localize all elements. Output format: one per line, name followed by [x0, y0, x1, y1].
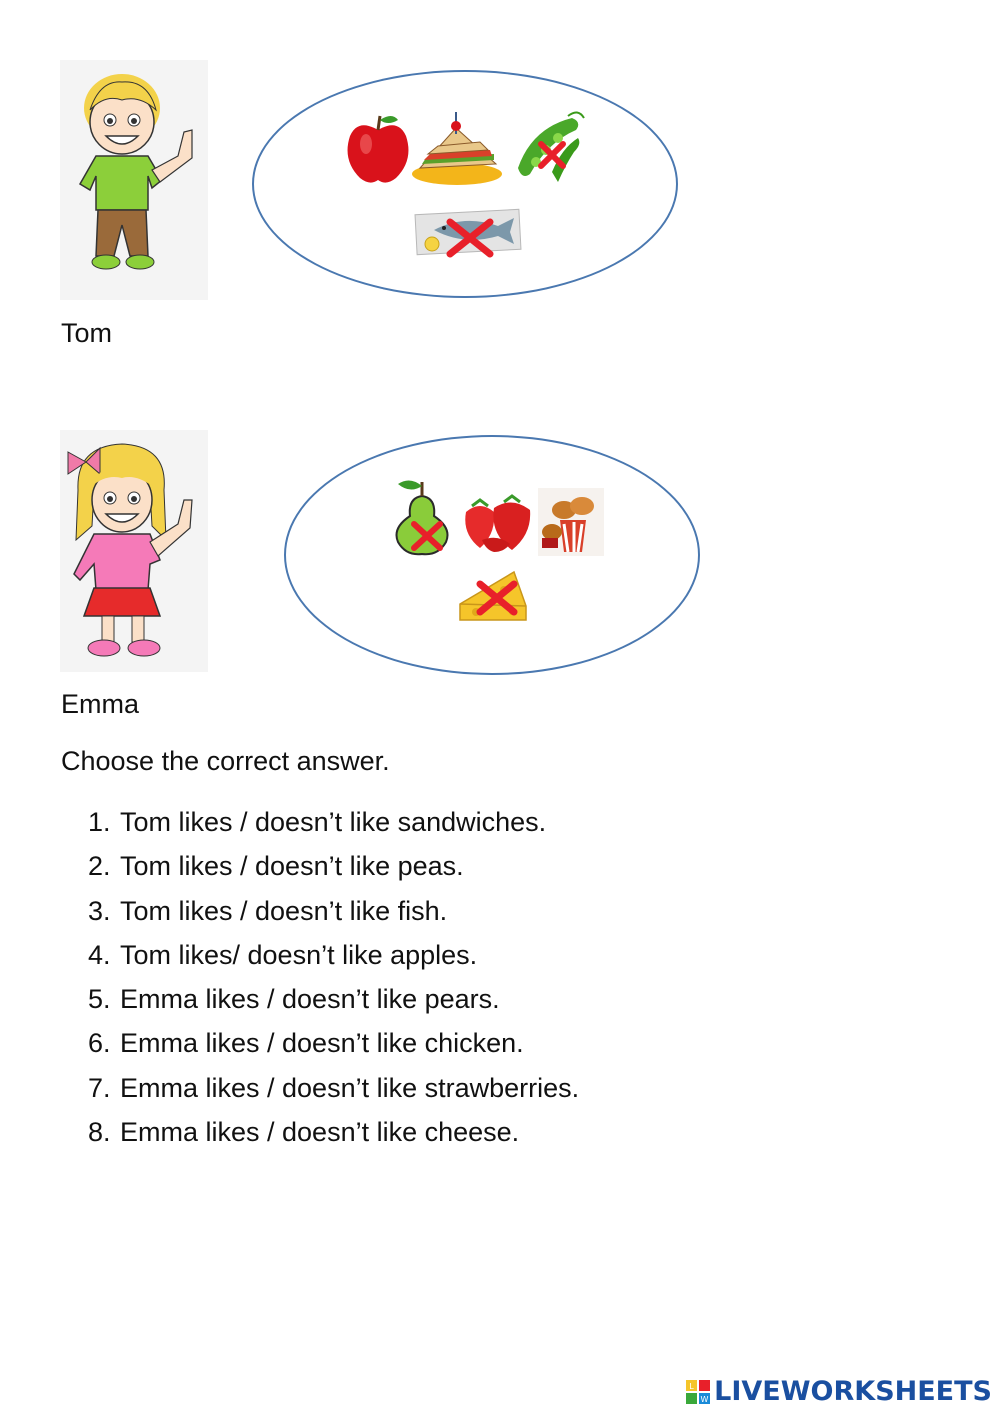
cross-icon	[444, 216, 496, 260]
question-number: 5.	[88, 984, 111, 1015]
emma-food-oval	[284, 435, 700, 675]
character-name-emma: Emma	[61, 689, 140, 719]
question-number: 2.	[88, 851, 111, 882]
question-text: Tom likes/ doesn’t like apples.	[120, 939, 478, 970]
question-text: Emma likes / doesn’t like pears.	[120, 984, 500, 1015]
question-item	[88, 1066, 579, 1110]
question-item	[88, 933, 579, 977]
cross-icon	[474, 578, 520, 618]
logo-letter: L	[689, 1381, 694, 1391]
character-name-tom: Tom	[61, 318, 113, 348]
strawberries-icon	[460, 494, 534, 552]
question-number: 7.	[88, 1072, 111, 1103]
question-item	[88, 889, 579, 933]
emma-illustration	[60, 430, 208, 672]
question-text: Emma likes / doesn’t like chicken.	[120, 1028, 524, 1059]
question-item	[88, 977, 579, 1021]
question-number: 8.	[88, 1117, 111, 1148]
sandwich-icon	[410, 112, 504, 186]
instructions: Choose the correct answer.	[61, 746, 390, 776]
question-item	[88, 844, 579, 888]
chicken-icon	[538, 488, 604, 556]
question-number: 3.	[88, 895, 111, 926]
cross-icon	[408, 518, 446, 554]
tom-illustration	[60, 60, 208, 300]
question-item	[88, 800, 579, 844]
liveworksheets-footer[interactable]	[686, 1376, 992, 1407]
question-text: Tom likes / doesn’t like peas.	[120, 851, 464, 882]
question-item	[88, 1021, 579, 1065]
question-item	[88, 1110, 579, 1154]
question-text: Tom likes / doesn’t like fish.	[120, 895, 448, 926]
question-text: Emma likes / doesn’t like strawberries.	[120, 1072, 580, 1103]
question-list	[88, 800, 579, 1154]
question-number: 1.	[88, 807, 111, 837]
cross-icon	[537, 140, 567, 170]
question-number: 4.	[88, 939, 111, 970]
question-text: Emma likes / doesn’t like cheese.	[120, 1117, 520, 1148]
apple-icon	[344, 112, 412, 186]
brand-name: LIVEWORKSHEETS	[714, 1376, 992, 1407]
question-number: 6.	[88, 1028, 111, 1059]
liveworksheets-logo-icon	[686, 1380, 710, 1404]
question-text: Tom likes / doesn’t like sandwiches.	[120, 807, 547, 837]
logo-letter: W	[700, 1394, 709, 1404]
